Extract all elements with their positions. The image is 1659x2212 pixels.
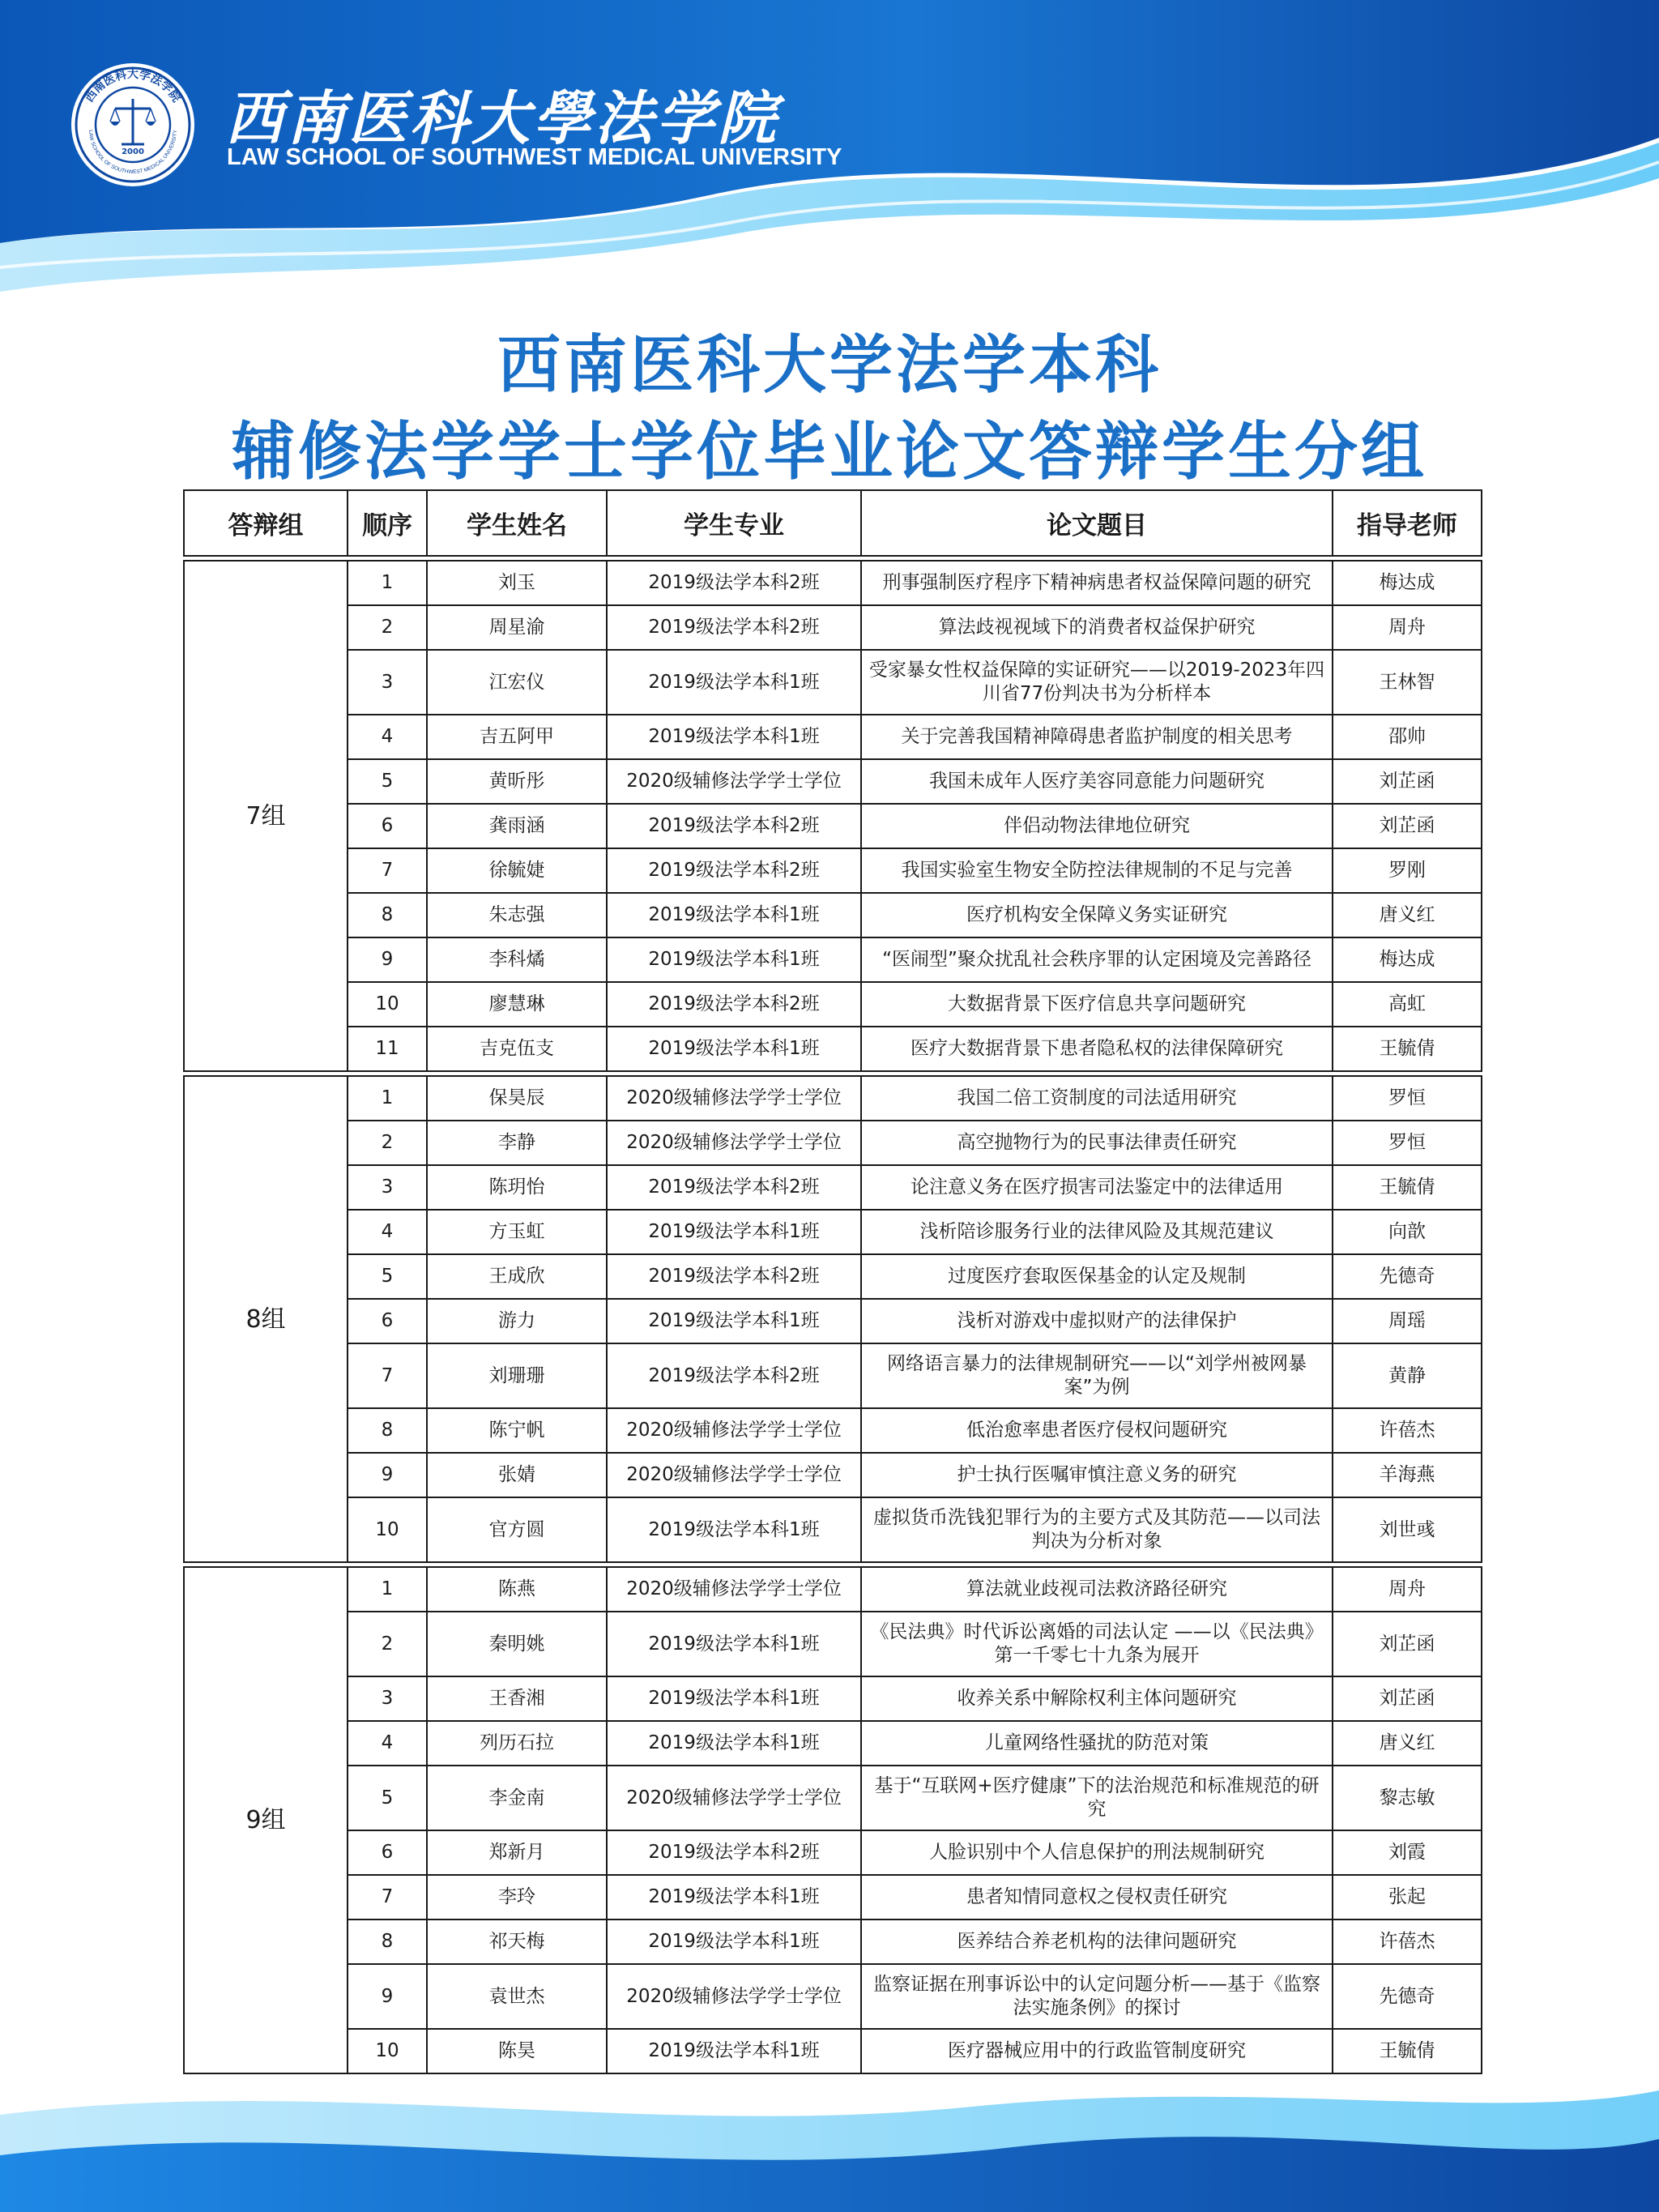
advisor-cell: 罗恒 [1333, 1121, 1482, 1165]
thesis-topic-cell: 受家暴女性权益保障的实证研究——以2019-2023年四川省77份判决书为分析样本 [861, 650, 1333, 715]
order-cell: 10 [348, 1497, 427, 1562]
thesis-topic-cell: 人脸识别中个人信息保护的刑法规制研究 [861, 1830, 1333, 1875]
major-cell: 2020级辅修法学学士学位 [607, 1453, 861, 1497]
student-name-cell: 徐毓婕 [427, 848, 607, 893]
table-row [184, 1721, 1482, 1766]
advisor-cell: 梅达成 [1333, 937, 1482, 982]
page-title-line2: 辅修法学学士学位毕业论文答辩学生分组 [231, 416, 1427, 489]
major-cell: 2019级法学本科2班 [607, 848, 861, 893]
thesis-topic-cell: “医闹型”聚众扰乱社会秩序罪的认定困境及完善路径 [861, 937, 1333, 982]
student-name-cell: 陈玥怡 [427, 1165, 607, 1210]
table-row [184, 650, 1482, 715]
table-row [184, 2029, 1482, 2073]
student-name-cell: 刘玉 [427, 561, 607, 605]
advisor-cell: 邵帅 [1333, 715, 1482, 759]
order-cell: 7 [348, 1343, 427, 1408]
table-row [184, 1165, 1482, 1210]
advisor-cell: 周舟 [1333, 1567, 1482, 1612]
advisor-cell: 先德奇 [1333, 1964, 1482, 2029]
student-name-cell: 李玲 [427, 1875, 607, 1919]
order-cell: 2 [348, 1612, 427, 1676]
thesis-topic-cell: 网络语言暴力的法律规制研究——以“刘学州被网暴案”为例 [861, 1343, 1333, 1408]
student-name-cell: 江宏仪 [427, 650, 607, 715]
advisor-cell: 张起 [1333, 1875, 1482, 1919]
thesis-topic-cell: 医养结合养老机构的法律问题研究 [861, 1919, 1333, 1964]
table-row [184, 605, 1482, 650]
table-row [184, 1254, 1482, 1299]
order-cell: 4 [348, 1210, 427, 1254]
major-cell: 2019级法学本科1班 [607, 1299, 861, 1343]
order-cell: 10 [348, 2029, 427, 2073]
thesis-topic-cell: 患者知情同意权之侵权责任研究 [861, 1875, 1333, 1919]
student-name-cell: 游力 [427, 1299, 607, 1343]
order-cell: 3 [348, 1165, 427, 1210]
order-cell: 9 [348, 937, 427, 982]
table-header-row [184, 490, 1482, 556]
order-cell: 1 [348, 1567, 427, 1612]
order-cell: 5 [348, 1254, 427, 1299]
advisor-cell: 羊海燕 [1333, 1453, 1482, 1497]
advisor-cell: 唐义红 [1333, 1721, 1482, 1766]
table-row [184, 1299, 1482, 1343]
major-cell: 2019级法学本科1班 [607, 1027, 861, 1071]
advisor-cell: 黄静 [1333, 1343, 1482, 1408]
thesis-topic-cell: 我国实验室生物安全防控法律规制的不足与完善 [861, 848, 1333, 893]
table-row [184, 1612, 1482, 1676]
order-cell: 8 [348, 1919, 427, 1964]
student-name-cell: 袁世杰 [427, 1964, 607, 2029]
thesis-topic-cell: 论注意义务在医疗损害司法鉴定中的法律适用 [861, 1165, 1333, 1210]
order-cell: 6 [348, 1299, 427, 1343]
school-name-cn: 西南医科大學法学院 [225, 83, 780, 152]
major-cell: 2019级法学本科1班 [607, 715, 861, 759]
page-title-line1: 西南医科大学法学本科 [497, 329, 1162, 402]
order-cell: 8 [348, 1408, 427, 1453]
table-row [184, 937, 1482, 982]
svg-text:2000: 2000 [122, 147, 144, 156]
major-cell: 2019级法学本科2班 [607, 1830, 861, 1875]
advisor-cell: 王林智 [1333, 650, 1482, 715]
school-seal-logo [68, 60, 198, 190]
advisor-cell: 王毓倩 [1333, 2029, 1482, 2073]
order-cell: 9 [348, 1453, 427, 1497]
major-cell: 2019级法学本科1班 [607, 1919, 861, 1964]
order-cell: 4 [348, 1721, 427, 1766]
student-name-cell: 李金南 [427, 1766, 607, 1830]
thesis-topic-cell: 医疗器械应用中的行政监管制度研究 [861, 2029, 1333, 2073]
table-row [184, 1919, 1482, 1964]
group-name-cell: 7组 [184, 561, 348, 1071]
table-body [184, 556, 1482, 2073]
student-name-cell: 龚雨涵 [427, 804, 607, 848]
advisor-cell: 周瑶 [1333, 1299, 1482, 1343]
major-cell: 2019级法学本科2班 [607, 561, 861, 605]
column-header: 答辩组 [184, 490, 348, 556]
thesis-topic-cell: 大数据背景下医疗信息共享问题研究 [861, 982, 1333, 1027]
column-header: 顺序 [348, 490, 427, 556]
advisor-cell: 周舟 [1333, 605, 1482, 650]
thesis-topic-cell: 过度医疗套取医保基金的认定及规制 [861, 1254, 1333, 1299]
order-cell: 5 [348, 759, 427, 804]
order-cell: 5 [348, 1766, 427, 1830]
advisor-cell: 先德奇 [1333, 1254, 1482, 1299]
order-cell: 3 [348, 650, 427, 715]
thesis-topic-cell: 监察证据在刑事诉讼中的认定问题分析——基于《监察法实施条例》的探讨 [861, 1964, 1333, 2029]
table-row [184, 1875, 1482, 1919]
major-cell: 2020级辅修法学学士学位 [607, 1076, 861, 1121]
order-cell: 6 [348, 1830, 427, 1875]
major-cell: 2019级法学本科1班 [607, 650, 861, 715]
table-row [184, 1343, 1482, 1408]
student-name-cell: 陈宁帆 [427, 1408, 607, 1453]
table-row [184, 759, 1482, 804]
student-name-cell: 刘珊珊 [427, 1343, 607, 1408]
order-cell: 8 [348, 893, 427, 937]
table-row [184, 1766, 1482, 1830]
advisor-cell: 刘世彧 [1333, 1497, 1482, 1562]
table-row [184, 893, 1482, 937]
student-name-cell: 吉克伍支 [427, 1027, 607, 1071]
table-row [184, 1121, 1482, 1165]
table-row [184, 1497, 1482, 1562]
order-cell: 9 [348, 1964, 427, 2029]
major-cell: 2020级辅修法学学士学位 [607, 1766, 861, 1830]
advisor-cell: 许蓓杰 [1333, 1919, 1482, 1964]
thesis-topic-cell: 护士执行医嘱审慎注意义务的研究 [861, 1453, 1333, 1497]
advisor-cell: 刘芷函 [1333, 1676, 1482, 1721]
major-cell: 2019级法学本科2班 [607, 1343, 861, 1408]
student-name-cell: 王成欣 [427, 1254, 607, 1299]
order-cell: 7 [348, 848, 427, 893]
major-cell: 2019级法学本科1班 [607, 937, 861, 982]
major-cell: 2019级法学本科1班 [607, 1497, 861, 1562]
order-cell: 7 [348, 1875, 427, 1919]
major-cell: 2019级法学本科1班 [607, 1875, 861, 1919]
table-row [184, 1408, 1482, 1453]
order-cell: 11 [348, 1027, 427, 1071]
thesis-topic-cell: 我国未成年人医疗美容同意能力问题研究 [861, 759, 1333, 804]
advisor-cell: 黎志敏 [1333, 1766, 1482, 1830]
major-cell: 2020级辅修法学学士学位 [607, 1567, 861, 1612]
advisor-cell: 刘芷函 [1333, 759, 1482, 804]
student-name-cell: 廖慧琳 [427, 982, 607, 1027]
major-cell: 2020级辅修法学学士学位 [607, 1408, 861, 1453]
order-cell: 1 [348, 561, 427, 605]
major-cell: 2019级法学本科1班 [607, 1210, 861, 1254]
table-row [184, 1027, 1482, 1071]
thesis-topic-cell: 医疗机构安全保障义务实证研究 [861, 893, 1333, 937]
thesis-topic-cell: 我国二倍工资制度的司法适用研究 [861, 1076, 1333, 1121]
thesis-topic-cell: 低治愈率患者医疗侵权问题研究 [861, 1408, 1333, 1453]
table-row [184, 1830, 1482, 1875]
major-cell: 2019级法学本科1班 [607, 1676, 861, 1721]
table-row [184, 715, 1482, 759]
student-name-cell: 祁天梅 [427, 1919, 607, 1964]
order-cell: 4 [348, 715, 427, 759]
thesis-topic-cell: 刑事强制医疗程序下精神病患者权益保障问题的研究 [861, 561, 1333, 605]
order-cell: 2 [348, 605, 427, 650]
student-name-cell: 周星渝 [427, 605, 607, 650]
table-row [184, 561, 1482, 605]
table-row [184, 1453, 1482, 1497]
advisor-cell: 罗刚 [1333, 848, 1482, 893]
major-cell: 2019级法学本科2班 [607, 1254, 861, 1299]
thesis-topic-cell: 算法就业歧视司法救济路径研究 [861, 1567, 1333, 1612]
table-row [184, 1964, 1482, 2029]
student-name-cell: 列历石拉 [427, 1721, 607, 1766]
advisor-cell: 唐义红 [1333, 893, 1482, 937]
student-name-cell: 王香湘 [427, 1676, 607, 1721]
table-row [184, 1567, 1482, 1612]
major-cell: 2019级法学本科2班 [607, 982, 861, 1027]
thesis-topic-cell: 浅析对游戏中虚拟财产的法律保护 [861, 1299, 1333, 1343]
order-cell: 10 [348, 982, 427, 1027]
student-name-cell: 张婧 [427, 1453, 607, 1497]
student-name-cell: 官方圆 [427, 1497, 607, 1562]
advisor-cell: 向歆 [1333, 1210, 1482, 1254]
advisor-cell: 刘霞 [1333, 1830, 1482, 1875]
advisor-cell: 高虹 [1333, 982, 1482, 1027]
group-name-cell: 8组 [184, 1076, 348, 1562]
school-name-en: LAW SCHOOL OF SOUTHWEST MEDICAL UNIVERSITY [227, 144, 842, 170]
thesis-topic-cell: 《民法典》时代诉讼离婚的司法认定 ——以《民法典》第一千零七十九条为展开 [861, 1612, 1333, 1676]
order-cell: 3 [348, 1676, 427, 1721]
advisor-cell: 梅达成 [1333, 561, 1482, 605]
table-row [184, 982, 1482, 1027]
advisor-cell: 刘芷函 [1333, 804, 1482, 848]
thesis-topic-cell: 基于“互联网+医疗健康”下的法治规范和标准规范的研究 [861, 1766, 1333, 1830]
advisor-cell: 王毓倩 [1333, 1027, 1482, 1071]
major-cell: 2020级辅修法学学士学位 [607, 1121, 861, 1165]
major-cell: 2019级法学本科1班 [607, 2029, 861, 2073]
table-row [184, 804, 1482, 848]
group-name-cell: 9组 [184, 1567, 348, 2073]
student-name-cell: 保昊辰 [427, 1076, 607, 1121]
table-row [184, 1076, 1482, 1121]
column-header: 指导老师 [1333, 490, 1482, 556]
thesis-topic-cell: 伴侣动物法律地位研究 [861, 804, 1333, 848]
student-name-cell: 方玉虹 [427, 1210, 607, 1254]
thesis-topic-cell: 收养关系中解除权利主体问题研究 [861, 1676, 1333, 1721]
major-cell: 2019级法学本科2班 [607, 1165, 861, 1210]
thesis-topic-cell: 算法歧视视域下的消费者权益保护研究 [861, 605, 1333, 650]
order-cell: 6 [348, 804, 427, 848]
table-row [184, 1210, 1482, 1254]
column-header: 论文题目 [861, 490, 1333, 556]
student-name-cell: 郑新月 [427, 1830, 607, 1875]
thesis-topic-cell: 高空抛物行为的民事法律责任研究 [861, 1121, 1333, 1165]
major-cell: 2019级法学本科2班 [607, 605, 861, 650]
student-name-cell: 李科燏 [427, 937, 607, 982]
major-cell: 2019级法学本科1班 [607, 1612, 861, 1676]
student-name-cell: 陈燕 [427, 1567, 607, 1612]
svg-text:LAW SCHOOL OF SOUTHWEST MEDICA: LAW SCHOOL OF SOUTHWEST MEDICAL UNIVERSITY [87, 130, 179, 176]
table-row [184, 848, 1482, 893]
major-cell: 2019级法学本科1班 [607, 1721, 861, 1766]
major-cell: 2020级辅修法学学士学位 [607, 759, 861, 804]
thesis-topic-cell: 儿童网络性骚扰的防范对策 [861, 1721, 1333, 1766]
thesis-topic-cell: 浅析陪诊服务行业的法律风险及其规范建议 [861, 1210, 1333, 1254]
advisor-cell: 许蓓杰 [1333, 1408, 1482, 1453]
major-cell: 2019级法学本科2班 [607, 804, 861, 848]
student-name-cell: 李静 [427, 1121, 607, 1165]
thesis-topic-cell: 虚拟货币洗钱犯罪行为的主要方式及其防范——以司法判决为分析对象 [861, 1497, 1333, 1562]
column-header: 学生姓名 [427, 490, 607, 556]
student-name-cell: 秦明姚 [427, 1612, 607, 1676]
student-name-cell: 吉五阿甲 [427, 715, 607, 759]
thesis-topic-cell: 关于完善我国精神障碍患者监护制度的相关思考 [861, 715, 1333, 759]
order-cell: 1 [348, 1076, 427, 1121]
thesis-topic-cell: 医疗大数据背景下患者隐私权的法律保障研究 [861, 1027, 1333, 1071]
major-cell: 2020级辅修法学学士学位 [607, 1964, 861, 2029]
major-cell: 2019级法学本科1班 [607, 893, 861, 937]
advisor-cell: 王毓倩 [1333, 1165, 1482, 1210]
advisor-cell: 刘芷函 [1333, 1612, 1482, 1676]
table-row [184, 1676, 1482, 1721]
student-name-cell: 黄昕彤 [427, 759, 607, 804]
column-header: 学生专业 [607, 490, 861, 556]
svg-text:西南医科大学法学院: 西南医科大学法学院 [83, 68, 183, 105]
defense-groups-table [183, 489, 1482, 2074]
student-name-cell: 陈昊 [427, 2029, 607, 2073]
student-name-cell: 朱志强 [427, 893, 607, 937]
order-cell: 2 [348, 1121, 427, 1165]
advisor-cell: 罗恒 [1333, 1076, 1482, 1121]
